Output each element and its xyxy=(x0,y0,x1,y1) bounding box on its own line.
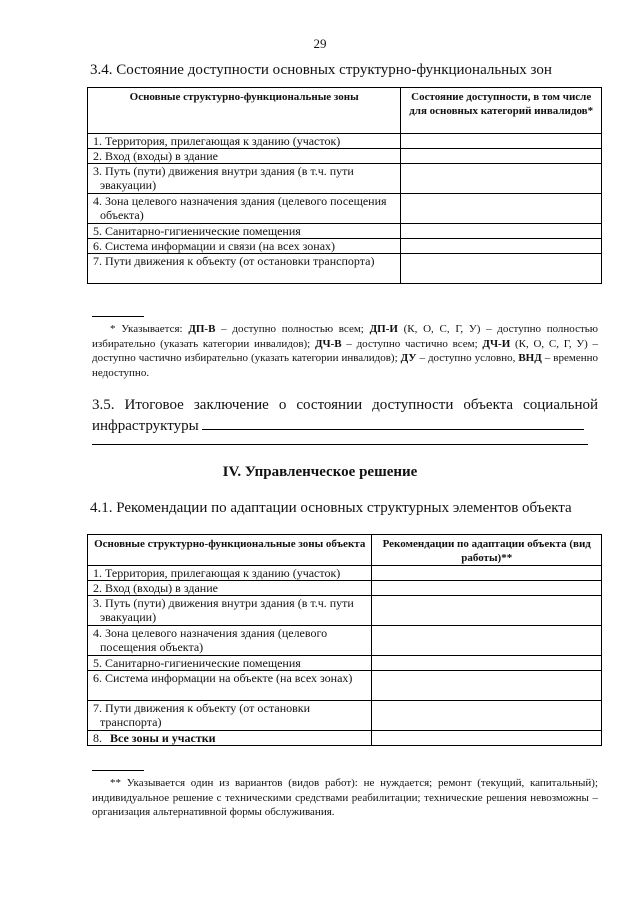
table1-row-value[interactable] xyxy=(401,164,602,194)
section-3-5-conclusion xyxy=(92,396,598,436)
footnote-divider xyxy=(92,316,144,317)
table2-row-value[interactable] xyxy=(372,566,602,581)
table2-row-label: 1. Территория, прилегающая к зданию (участок) xyxy=(88,566,372,581)
table1-col1-header: Основные структурно-функциональные зоны xyxy=(88,88,401,134)
table2-last-row-label xyxy=(88,731,372,746)
table2-row-label: 5. Санитарно-гигиенические помещения xyxy=(88,656,372,671)
table2-row-value[interactable] xyxy=(372,731,602,746)
code-du: ДУ xyxy=(400,352,417,364)
table2-row-value[interactable] xyxy=(372,671,602,701)
table1-row-label: 1. Территория, прилегающая к зданию (участок) xyxy=(88,134,401,149)
table2-col2-header: Рекомендации по адаптации объекта (вид работы)** xyxy=(372,535,602,566)
last-row-text: Все зоны и участки xyxy=(110,731,216,745)
table1-col2-header: Состояние доступности, в том числе для основных категорий инвалидов* xyxy=(401,88,602,134)
table1-row-value[interactable] xyxy=(401,254,602,284)
table2-row-label: 4. Зона целевого назначения здания (целевого посещения объекта) xyxy=(88,626,372,656)
code-dp-i-text: (К, О, С, Г, У) – доступно полностью избирательно (указать категории инвалидов); xyxy=(92,323,599,350)
table1-row-value[interactable] xyxy=(401,134,602,149)
code-vnd-text: – временно недоступно. xyxy=(92,352,598,379)
section-3-4-heading: 3.4. Состояние доступности основных структурно-функциональных зон xyxy=(90,62,552,78)
table1-row-label: 4. Зона целевого назначения здания (целевого посещения объекта) xyxy=(88,194,401,224)
footnote-divider-2 xyxy=(92,770,144,771)
table1-row-label: 3. Путь (пути) движения внутри здания (в т.ч. пути эвакуации) xyxy=(88,164,401,194)
table1-row-label: 6. Система информации и связи (на всех зонах) xyxy=(88,239,401,254)
table2-row-value[interactable] xyxy=(372,626,602,656)
table2-row-label: 7. Пути движения к объекту (от остановки транспорта) xyxy=(88,701,372,731)
table1-row-label: 7. Пути движения к объекту (от остановки транспорта) xyxy=(88,254,401,284)
code-dp-i: ДП-И xyxy=(369,323,398,335)
table2-row-label: 2. Вход (входы) в здание xyxy=(88,581,372,596)
conclusion-blank[interactable] xyxy=(202,415,584,430)
section-3-5-text: 3.5. Итоговое заключение о состоянии доступности объекта социальной инфраструктуры xyxy=(92,397,598,434)
table2-row-value[interactable] xyxy=(372,656,602,671)
table2-row-value[interactable] xyxy=(372,701,602,731)
code-dch-i: ДЧ-И xyxy=(482,337,511,350)
table1-row-value[interactable] xyxy=(401,239,602,254)
table1-row-value[interactable] xyxy=(401,149,602,164)
table1-row-value[interactable] xyxy=(401,224,602,239)
code-vnd: ВНД xyxy=(518,352,542,364)
table2-col1-header: Основные структурно-функциональные зоны объекта xyxy=(88,535,372,566)
table2-row-value[interactable] xyxy=(372,596,602,626)
code-du-text: – доступно условно, xyxy=(419,352,516,364)
code-dch-v: ДЧ-В xyxy=(314,337,342,350)
section-4-1-heading: 4.1. Рекомендации по адаптации основных структурных элементов объекта xyxy=(90,500,572,516)
code-dch-v-text: – доступно частично всем; xyxy=(346,337,478,350)
footnote-2: ** Указывается один из вариантов (видов работ): не нуждается; ремонт (текущий, капитальный); индивидуальное решение с техническими средствами реабилитации; технические решения невозможны – организация альтернативной формы обслуживания. xyxy=(92,777,598,818)
footnote-1 xyxy=(92,322,598,380)
recommendations-table xyxy=(87,534,602,746)
page-number: 29 xyxy=(313,36,327,51)
code-dch-i-text: (К, О, С, Г, У) – доступно частично избирательно (указать категории инвалидов); xyxy=(92,337,599,364)
code-dp-v-text: – доступно полностью всем; xyxy=(221,323,364,335)
accessibility-table xyxy=(87,87,602,284)
section-iv-title: IV. Управленческое решение xyxy=(222,464,418,480)
last-row-number: 8. xyxy=(93,731,102,745)
table1-row-value[interactable] xyxy=(401,194,602,224)
table1-row-label: 5. Санитарно-гигиенические помещения xyxy=(88,224,401,239)
table2-row-label: 3. Путь (пути) движения внутри здания (в т.ч. пути эвакуации) xyxy=(88,596,372,626)
footnote1-intro: * Указывается: xyxy=(110,323,183,335)
code-dp-v: ДП-В xyxy=(188,323,216,335)
table1-row-label: 2. Вход (входы) в здание xyxy=(88,149,401,164)
table2-row-value[interactable] xyxy=(372,581,602,596)
conclusion-line-2[interactable] xyxy=(92,444,588,445)
table2-row-label: 6. Система информации на объекте (на всех зонах) xyxy=(88,671,372,701)
